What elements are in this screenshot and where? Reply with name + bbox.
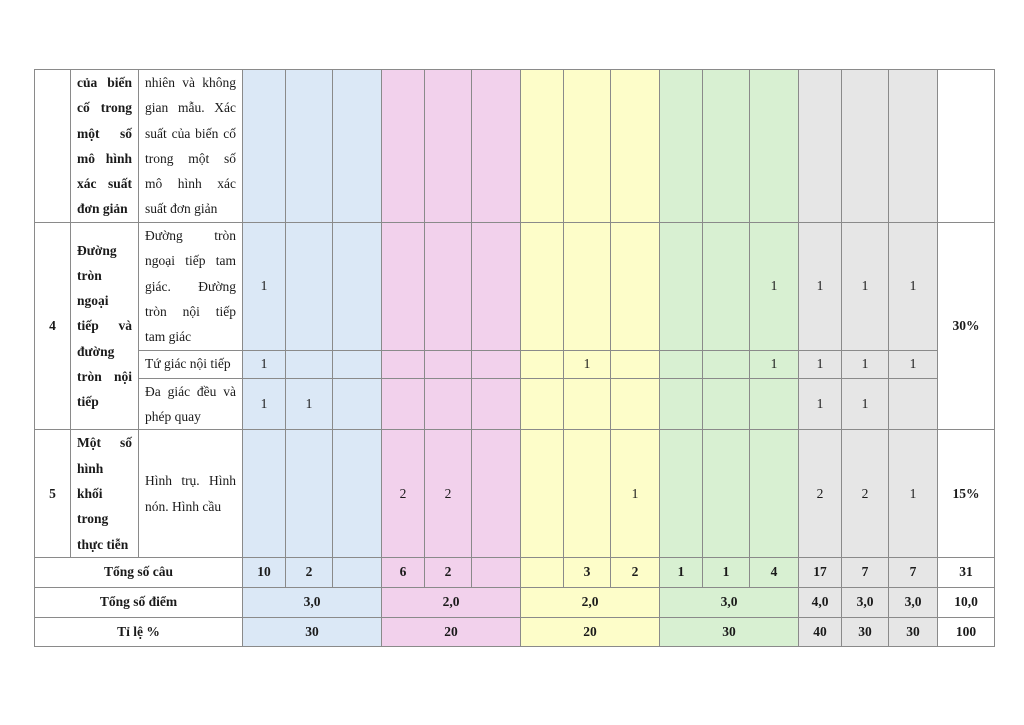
count-cell <box>333 378 382 430</box>
count-cell: 1 <box>889 222 938 350</box>
percent-cell: 20 <box>382 617 521 646</box>
count-cell: 2 <box>799 430 842 557</box>
total-cell: 1 <box>660 557 703 587</box>
count-cell <box>333 430 382 557</box>
count-cell <box>382 222 425 350</box>
assessment-matrix-table <box>34 69 995 647</box>
count-cell <box>564 430 611 557</box>
percent-label: Tỉ lệ % <box>35 617 243 646</box>
table-row <box>35 378 995 430</box>
row-number: 4 <box>35 222 71 430</box>
percent-cell: 30 <box>889 617 938 646</box>
count-cell <box>564 222 611 350</box>
count-cell: 1 <box>286 378 333 430</box>
content-cell: Hình trụ. Hình nón. Hình cầu <box>139 430 243 557</box>
content-cell: Đa giác đều và phép quay <box>139 378 243 430</box>
count-cell: 1 <box>750 350 799 378</box>
percent-cell: 30 <box>660 617 799 646</box>
percent-cell: 30 <box>842 617 889 646</box>
grand-total-cell: 100 <box>938 617 995 646</box>
total-cell: 10 <box>243 557 286 587</box>
count-cell <box>521 350 564 378</box>
content-cell: nhiên và không gian mẫu. Xác suất của biến cố trong một số mô hình xác suất đơn giản <box>139 70 243 223</box>
count-cell: 1 <box>842 222 889 350</box>
count-cell <box>286 222 333 350</box>
total-questions-row <box>35 557 995 587</box>
count-cell <box>750 378 799 430</box>
count-cell <box>611 378 660 430</box>
total-questions-label: Tổng số câu <box>35 557 243 587</box>
count-cell <box>425 378 472 430</box>
count-cell: 2 <box>382 430 425 557</box>
count-cell: 1 <box>750 222 799 350</box>
percent-row <box>35 617 995 646</box>
count-cell <box>243 430 286 557</box>
count-cell <box>382 350 425 378</box>
points-cell: 3,0 <box>660 587 799 617</box>
points-cell: 4,0 <box>799 587 842 617</box>
count-cell: 1 <box>611 430 660 557</box>
count-cell <box>521 430 564 557</box>
count-cell <box>889 378 938 430</box>
count-cell <box>472 378 521 430</box>
count-cell <box>521 378 564 430</box>
count-cell <box>660 222 703 350</box>
total-cell: 3 <box>564 557 611 587</box>
count-cell: 1 <box>799 222 842 350</box>
table-row <box>35 222 995 350</box>
percent-cell: 30% <box>938 222 995 430</box>
count-cell <box>750 430 799 557</box>
count-cell <box>472 430 521 557</box>
count-cell <box>286 350 333 378</box>
total-cell: 1 <box>703 557 750 587</box>
points-cell: 3,0 <box>243 587 382 617</box>
total-cell: 2 <box>425 557 472 587</box>
count-cell: 1 <box>842 350 889 378</box>
topic-cell: Đường tròn ngoại tiếp và đường tròn nội tiếp <box>71 222 139 430</box>
count-cell: 1 <box>799 378 842 430</box>
total-points-row <box>35 587 995 617</box>
count-cell: 1 <box>243 350 286 378</box>
percent-cell: 20 <box>521 617 660 646</box>
topic-cell: Một số hình khối trong thực tiễn <box>71 430 139 557</box>
count-cell <box>660 378 703 430</box>
count-cell: 1 <box>243 378 286 430</box>
count-cell: 1 <box>243 222 286 350</box>
percent-cell: 15% <box>938 430 995 557</box>
grand-total-cell: 10,0 <box>938 587 995 617</box>
percent-cell: 30 <box>243 617 382 646</box>
count-cell: 1 <box>799 350 842 378</box>
total-cell: 7 <box>842 557 889 587</box>
content-cell: Đường tròn ngoại tiếp tam giác. Đường tròn nội tiếp tam giác <box>139 222 243 350</box>
content-cell: Tứ giác nội tiếp <box>139 350 243 378</box>
count-cell <box>703 378 750 430</box>
count-cell: 1 <box>889 350 938 378</box>
count-cell <box>703 350 750 378</box>
count-cell <box>425 222 472 350</box>
count-cell <box>472 222 521 350</box>
table-row <box>35 70 995 223</box>
points-cell: 2,0 <box>382 587 521 617</box>
count-cell <box>611 222 660 350</box>
count-cell <box>382 378 425 430</box>
points-cell: 2,0 <box>521 587 660 617</box>
count-cell: 1 <box>889 430 938 557</box>
topic-cell: của biến cố trong một số mô hình xác suất đơn giản <box>71 70 139 223</box>
count-cell: 2 <box>842 430 889 557</box>
count-cell <box>703 222 750 350</box>
total-cell: 4 <box>750 557 799 587</box>
count-cell <box>703 430 750 557</box>
count-cell <box>611 350 660 378</box>
row-number: 5 <box>35 430 71 557</box>
count-cell <box>660 430 703 557</box>
total-cell <box>521 557 564 587</box>
count-cell: 1 <box>564 350 611 378</box>
total-cell: 2 <box>611 557 660 587</box>
count-cell <box>425 350 472 378</box>
count-cell <box>333 350 382 378</box>
count-cell: 1 <box>842 378 889 430</box>
total-cell <box>333 557 382 587</box>
points-cell: 3,0 <box>889 587 938 617</box>
count-cell <box>564 378 611 430</box>
percent-cell: 40 <box>799 617 842 646</box>
count-cell: 2 <box>425 430 472 557</box>
count-cell <box>333 222 382 350</box>
count-cell <box>660 350 703 378</box>
count-cell <box>521 222 564 350</box>
points-cell: 3,0 <box>842 587 889 617</box>
total-cell: 2 <box>286 557 333 587</box>
total-cell: 6 <box>382 557 425 587</box>
total-cell: 7 <box>889 557 938 587</box>
row-number <box>35 70 71 223</box>
grand-total-cell: 31 <box>938 557 995 587</box>
count-cell <box>472 350 521 378</box>
count-cell <box>286 430 333 557</box>
total-cell <box>472 557 521 587</box>
table-row <box>35 430 995 557</box>
total-cell: 17 <box>799 557 842 587</box>
percent-cell <box>938 70 995 223</box>
total-points-label: Tổng số điểm <box>35 587 243 617</box>
table-row <box>35 350 995 378</box>
